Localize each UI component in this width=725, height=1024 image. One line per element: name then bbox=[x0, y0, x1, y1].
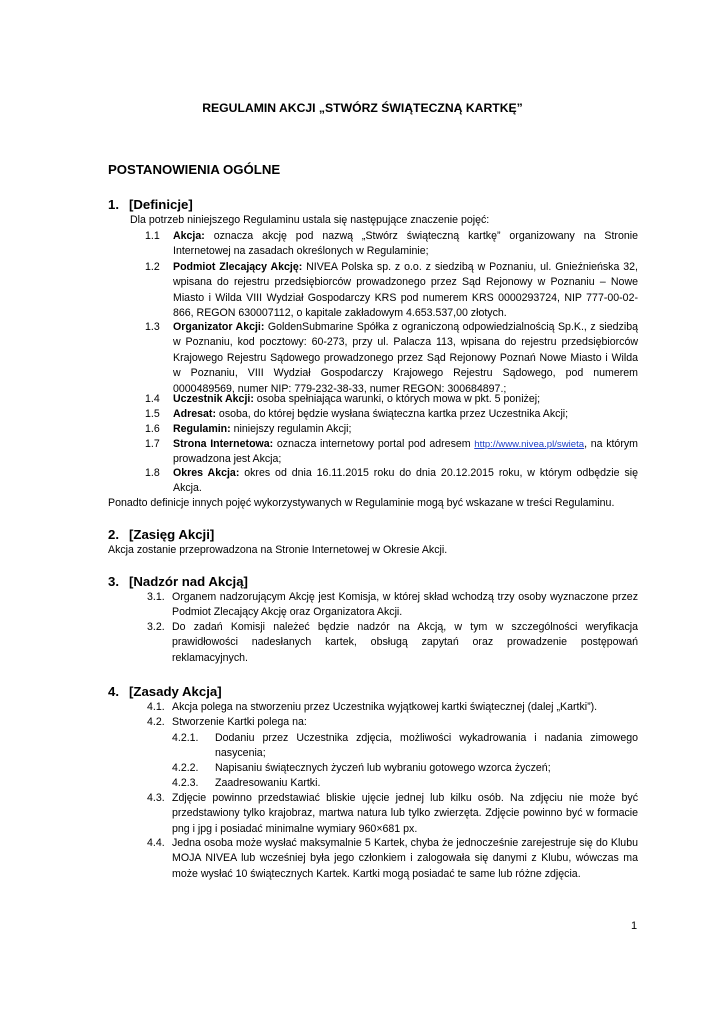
item-number: 3.1. bbox=[147, 591, 165, 603]
item-text: Okres Akcja: okres od dnia 16.11.2015 roku do dnia 20.12.2015 roku, w którym odbędzie się Akcja. bbox=[173, 467, 638, 495]
definition-item bbox=[145, 320, 638, 397]
item-number: 1.2 bbox=[145, 261, 160, 273]
item-number: 1.5 bbox=[145, 408, 160, 420]
item-text: Zaadresowaniu Kartki. bbox=[215, 777, 321, 789]
item-number: 1.8 bbox=[145, 467, 160, 479]
item-number: 4.2.3. bbox=[172, 777, 199, 789]
section-title: [Nadzór nad Akcją] bbox=[129, 574, 248, 589]
definition-term: Adresat: bbox=[173, 408, 216, 420]
item-number: 1.1 bbox=[145, 230, 160, 242]
definition-item bbox=[145, 229, 638, 260]
item-number: 4.2.2. bbox=[172, 762, 199, 774]
section-1-outro: Ponadto definicje innych pojęć wykorzystywanych w Regulaminie mogą być wskazane w treści Regulaminu. bbox=[108, 497, 615, 509]
definition-item bbox=[145, 407, 638, 422]
definition-item bbox=[145, 422, 638, 437]
item-text: Stworzenie Kartki polega na: bbox=[172, 716, 307, 728]
item-number: 4.1. bbox=[147, 701, 165, 713]
section-2-heading bbox=[108, 527, 214, 542]
item-text: Zdjęcie powinno przedstawiać bliskie ujęcie jednej lub kilku osób. Na zdjęciu nie może być przedstawiony tylko krajobraz, martwa natura lub tylko zwierzęta. Zdjęcie powinno być w formacie png i jpg i posiadać minimalne wymiary 960×681 px. bbox=[172, 792, 638, 835]
list-item bbox=[147, 836, 638, 882]
item-number: 1.7 bbox=[145, 438, 160, 450]
item-text: Napisaniu świątecznych życzeń lub wybraniu gotowego wzorca życzeń; bbox=[215, 762, 551, 774]
sub-list-item bbox=[172, 761, 638, 776]
item-text: Dodaniu przez Uczestnika zdjęcia, możliwości wykadrowania i nadania zimowego nasycenia; bbox=[215, 732, 638, 760]
section-title: [Zasięg Akcji] bbox=[129, 527, 215, 542]
document-title: REGULAMIN AKCJI „STWÓRZ ŚWIĄTECZNĄ KARTKĘ” bbox=[202, 101, 523, 115]
item-text: Organizator Akcji: GoldenSubmarine Spółka z ograniczoną odpowiedzialnością Sp.K., z siedzibą w Poznaniu, kod pocztowy: 60-273, przy ul. Palacza 113, wpisana do rejestru przedsiębiorców Krajowego Rejestru Sądowego prowadzonego przez Sąd Rejonowy Poznań Nowe Miasto i Wilda w Poznaniu, VIII Wydział Gospodarczy Krajowego Rejestru Sądowego, pod numerem 0000489569, numer NIP: 779-232-38-33, numer REGON: 300684897.; bbox=[173, 321, 638, 395]
definition-item bbox=[145, 466, 638, 497]
item-text: Jedna osoba może wysłać maksymalnie 5 Kartek, chyba że jednocześnie zarejestruje się do Klubu MOJA NIVEA lub wcześniej była jego członkiem i zalogowała się danymi z Klubu, wówczas ma może wysłać 10 świątecznych Kartek. Kartki mogą posiadać te same lub różne zdjęcia. bbox=[172, 837, 638, 880]
item-number: 4.4. bbox=[147, 837, 165, 849]
item-text: Akcja polega na stworzeniu przez Uczestnika wyjątkowej kartki świątecznej (dalej „Kartki”). bbox=[172, 701, 598, 713]
section-number: 3. bbox=[108, 574, 119, 589]
definition-item bbox=[145, 392, 638, 407]
item-text: Do zadań Komisji należeć będzie nadzór na Akcją, w tym w szczególności weryfikacja prawidłowości nadesłanych kartek, obsługą zapytań oraz prowadzenie postępowań reklamacyjnych. bbox=[172, 621, 638, 664]
list-item bbox=[147, 590, 638, 621]
section-number: 4. bbox=[108, 684, 119, 699]
item-text: Adresat: osoba, do której będzie wysłana świąteczna kartka przez Uczestnika Akcji; bbox=[173, 408, 569, 420]
list-item bbox=[147, 700, 638, 715]
general-provisions-heading: POSTANOWIENIA OGÓLNE bbox=[108, 162, 281, 177]
definition-item bbox=[145, 260, 638, 322]
item-number: 4.2. bbox=[147, 716, 165, 728]
item-number: 4.3. bbox=[147, 792, 165, 804]
section-2-text: Akcja zostanie przeprowadzona na Stronie Internetowej w Okresie Akcji. bbox=[108, 544, 448, 556]
definition-term: Podmiot Zlecający Akcję: bbox=[173, 261, 303, 273]
definition-term: Regulamin: bbox=[173, 423, 231, 435]
definition-term: Okres Akcja: bbox=[173, 467, 240, 479]
sub-list-item bbox=[172, 776, 638, 791]
item-text: Regulamin: niniejszy regulamin Akcji; bbox=[173, 423, 352, 435]
section-1-heading bbox=[108, 197, 193, 212]
definition-term: Organizator Akcji: bbox=[173, 321, 265, 333]
page-number: 1 bbox=[631, 920, 638, 932]
item-text: Uczestnik Akcji: osoba spełniająca warunki, o których mowa w pkt. 5 poniżej; bbox=[173, 393, 541, 405]
item-text: Podmiot Zlecający Akcję: NIVEA Polska sp. z o.o. z siedzibą w Poznaniu, ul. Gnieźnieńska 32, wpisana do rejestru przedsiębiorców prowadzonego przez Sąd Rejonowy w Poznaniu – Nowe Miasto i Wilda VIII Wydział Gospodarczy KRS pod numerem KRS 0000293724, NIP 777-00-02-866, REGON 630007112, o kapitale zakładowym 4.653.537,00 złotych. bbox=[173, 261, 638, 320]
definition-term: Strona Internetowa: bbox=[173, 438, 274, 450]
item-text: Organem nadzorującym Akcję jest Komisja, w której skład wchodzą trzy osoby wyznaczone przez Podmiot Zlecający Akcję oraz Organizatora Akcji. bbox=[172, 591, 638, 619]
list-item bbox=[147, 620, 638, 666]
definition-term: Uczestnik Akcji: bbox=[173, 393, 254, 405]
section-3-heading bbox=[108, 574, 248, 589]
item-number: 1.4 bbox=[145, 393, 160, 405]
definition-term: Akcja: bbox=[173, 230, 205, 242]
item-number: 4.2.1. bbox=[172, 732, 199, 744]
website-link[interactable]: http://www.nivea.pl/swieta bbox=[474, 439, 585, 450]
section-title: [Definicje] bbox=[129, 197, 193, 212]
section-number: 1. bbox=[108, 197, 119, 212]
item-number: 3.2. bbox=[147, 621, 165, 633]
item-number: 1.3 bbox=[145, 321, 160, 333]
section-number: 2. bbox=[108, 527, 119, 542]
item-text: Akcja: oznacza akcję pod nazwą „Stwórz świąteczną kartkę” organizowany na Stronie Internetowej na zasadach określonych w Regulaminie; bbox=[173, 230, 638, 258]
section-4-heading bbox=[108, 684, 222, 699]
sub-list-item bbox=[172, 731, 638, 762]
item-number: 1.6 bbox=[145, 423, 160, 435]
list-item bbox=[147, 715, 638, 730]
definition-item bbox=[145, 437, 638, 468]
item-text: Strona Internetowa: oznacza internetowy portal pod adresem http://www.nivea.pl/swieta, na którym prowadzona jest Akcja; bbox=[173, 438, 638, 466]
list-item bbox=[147, 791, 638, 837]
section-1-intro: Dla potrzeb niniejszego Regulaminu ustala się następujące znaczenie pojęć: bbox=[130, 214, 490, 226]
section-title: [Zasady Akcja] bbox=[129, 684, 222, 699]
